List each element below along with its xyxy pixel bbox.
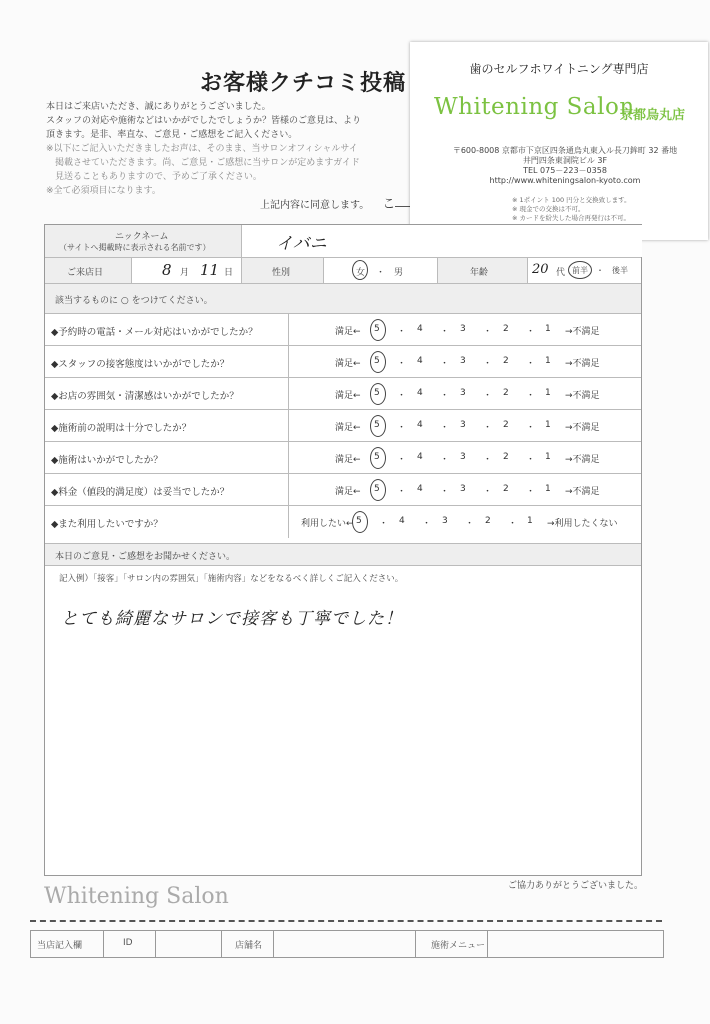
card-heading: 歯のセルフホワイトニング専門店 [469, 62, 649, 76]
selected-rating-circle [370, 479, 386, 501]
question-text: ◆予約時の電話・メール対応はいかがでしたか？ [51, 327, 258, 338]
address-line: 〒600-8008 京都市下京区四条通烏丸東入ル長刀鉾町 32 番地 [452, 146, 678, 155]
scale-dot: ・ [397, 391, 407, 401]
instruction-text: 該当するものに ○ をつけてください。 [55, 296, 213, 306]
scale-dot: ・ [483, 327, 493, 337]
scale-dot: ・ [440, 391, 450, 401]
visit-month: 8 [162, 261, 172, 279]
scale-value: 3 [460, 420, 466, 430]
scale-dot: ・ [508, 519, 518, 529]
card-logo: Whitening Salon [434, 94, 635, 120]
rating-scale[interactable] [288, 314, 642, 346]
scale-value: 5 [374, 324, 380, 334]
scale-left-label: 満足← [335, 455, 361, 465]
age-value: 20 [532, 262, 549, 277]
visit-row [45, 257, 641, 284]
scale-dot: ・ [483, 391, 493, 401]
office-id-cell [103, 931, 104, 957]
comment-heading: 本日のご意見・ご感想をお聞かせください。 [55, 552, 236, 562]
comment-text: とても綺麗なサロンで接客も丁寧でした！ [61, 609, 403, 629]
question-row [45, 505, 641, 538]
scale-left-label: 満足← [335, 423, 361, 433]
age-first: 前半 [572, 266, 588, 275]
scale-dot: ・ [526, 487, 536, 497]
nickname-row [45, 225, 641, 257]
gender-label: 性別 [272, 268, 291, 278]
scale-dot: ・ [526, 359, 536, 369]
cut-line [30, 920, 662, 922]
question-row [45, 345, 641, 378]
comment-example: 記入例）「接客」「サロン内の雰囲気」「施術内容」などをなるべく詳しくご記入ください。 [59, 574, 404, 584]
age-field[interactable] [527, 258, 642, 284]
scale-right-label: →不満足 [565, 327, 600, 337]
scale-right-label: →不満足 [565, 391, 600, 401]
scale-value: 4 [417, 356, 423, 366]
scale-left-label: 満足← [335, 359, 361, 369]
thanks-text: ご協力ありがとうございました。 [508, 881, 644, 891]
selected-rating-circle [370, 383, 386, 405]
scale-value: 5 [374, 356, 380, 366]
question-row [45, 377, 641, 410]
rating-scale[interactable] [288, 506, 642, 538]
scale-dot: ・ [440, 359, 450, 369]
scale-dot: ・ [440, 327, 450, 337]
agree-mark: こ [382, 197, 396, 212]
selected-rating-circle [370, 447, 386, 469]
comment-area[interactable] [45, 565, 641, 876]
survey-form [44, 224, 642, 876]
scale-dot: ・ [440, 487, 450, 497]
visit-date-field[interactable] [131, 258, 242, 284]
gender-label-cell [241, 258, 324, 284]
agree-text: 上記内容に同意します。 [260, 200, 370, 211]
scale-value: 1 [545, 356, 551, 366]
scale-left-label: 満足← [335, 391, 361, 401]
scale-left-label: 満足← [335, 487, 361, 497]
scale-value: 5 [356, 516, 362, 526]
scale-value: 4 [417, 420, 423, 430]
question-text: ◆施術はいかがでしたか？ [51, 455, 163, 466]
nickname-value: イバニ [276, 234, 327, 254]
scale-value: 2 [503, 324, 509, 334]
scale-value: 1 [545, 388, 551, 398]
scale-value: 2 [485, 516, 491, 526]
gender-male: ・ 男 [376, 268, 404, 278]
card-note: ※ 現金での交換は不可。 [512, 205, 585, 213]
office-menu-label: 施術メニュー [431, 941, 486, 951]
age-circle [568, 261, 592, 279]
address-line: TEL 075－223－0358 [523, 166, 607, 175]
scale-value: 3 [460, 484, 466, 494]
intro-line: ※全て必須項目になります。 [46, 186, 161, 196]
scale-value: 4 [417, 324, 423, 334]
scale-left-label: 利用したい← [301, 519, 354, 529]
selected-rating-circle [370, 415, 386, 437]
scale-value: 1 [545, 324, 551, 334]
scale-dot: ・ [397, 423, 407, 433]
office-use-box [30, 930, 664, 958]
day-unit: 日 [224, 268, 234, 278]
scale-value: 4 [417, 452, 423, 462]
scale-value: 4 [399, 516, 405, 526]
question-row [45, 313, 641, 346]
instruction-row [45, 283, 641, 314]
age-second: ・ 後半 [596, 266, 628, 275]
scale-right-label: →不満足 [565, 455, 600, 465]
question-text: ◆また利用したいですか？ [51, 519, 163, 530]
scale-dot: ・ [465, 519, 475, 529]
visit-label: ご来店日 [67, 268, 104, 278]
scale-dot: ・ [526, 391, 536, 401]
scale-value: 3 [442, 516, 448, 526]
scale-value: 1 [545, 484, 551, 494]
scale-value: 2 [503, 388, 509, 398]
scale-left-label: 満足← [335, 327, 361, 337]
gender-female: 女 [356, 268, 366, 278]
visit-day: 11 [200, 261, 220, 279]
scale-dot: ・ [526, 423, 536, 433]
month-unit: 月 [180, 268, 190, 278]
scale-right-label: →利用したくない [547, 519, 618, 529]
office-menu-field[interactable] [487, 931, 488, 957]
scale-value: 2 [503, 452, 509, 462]
selected-rating-circle [370, 319, 386, 341]
question-text: ◆料金（値段的満足度）は妥当でしたか？ [51, 487, 230, 498]
scale-value: 2 [503, 356, 509, 366]
intro-line: 見送ることもありますので、予めご了承ください。 [46, 172, 262, 182]
address-line: 井門四条東洞院ビル 3F [522, 156, 608, 165]
question-row [45, 441, 641, 474]
scale-dot: ・ [422, 519, 432, 529]
scale-dot: ・ [397, 455, 407, 465]
office-id-label: ID [123, 938, 133, 948]
scale-dot: ・ [440, 423, 450, 433]
scale-value: 1 [527, 516, 533, 526]
scale-dot: ・ [397, 359, 407, 369]
card-notes [512, 196, 631, 223]
scale-value: 1 [545, 420, 551, 430]
card-address [430, 146, 700, 186]
rating-scale[interactable] [288, 378, 642, 410]
footer-logo: Whitening Salon [44, 884, 229, 909]
scale-dot: ・ [440, 455, 450, 465]
age-label-cell [437, 258, 528, 284]
scale-dot: ・ [526, 327, 536, 337]
scale-dot: ・ [397, 487, 407, 497]
office-store-label: 店舗名 [235, 941, 263, 951]
office-menu-cell [415, 931, 416, 957]
scale-value: 3 [460, 452, 466, 462]
rating-scale[interactable] [288, 474, 642, 506]
question-text: ◆施術前の説明は十分でしたか？ [51, 423, 192, 434]
scale-dot: ・ [483, 455, 493, 465]
office-id-field[interactable] [155, 931, 156, 957]
rating-scale[interactable] [288, 346, 642, 378]
intro-text [46, 100, 426, 198]
office-store-cell [221, 931, 222, 957]
question-row [45, 409, 641, 442]
scale-value: 1 [545, 452, 551, 462]
scale-right-label: →不満足 [565, 487, 600, 497]
scale-value: 5 [374, 452, 380, 462]
scale-value: 2 [503, 484, 509, 494]
office-staff-label: 当店記入欄 [37, 941, 83, 951]
scale-value: 5 [374, 420, 380, 430]
selected-rating-circle [352, 511, 368, 533]
scale-value: 3 [460, 388, 466, 398]
scale-value: 2 [503, 420, 509, 430]
scale-value: 5 [374, 484, 380, 494]
scale-value: 4 [417, 484, 423, 494]
nickname-field[interactable] [241, 225, 642, 257]
scale-dot: ・ [483, 423, 493, 433]
scale-value: 4 [417, 388, 423, 398]
rating-scale[interactable] [288, 410, 642, 442]
scale-value: 5 [374, 388, 380, 398]
age-label: 年齢 [470, 268, 489, 278]
scale-right-label: →不満足 [565, 423, 600, 433]
rating-scale[interactable] [288, 442, 642, 474]
visit-label-cell [45, 258, 131, 284]
question-text: ◆お店の雰囲気・清潔感はいかがでしたか？ [51, 391, 239, 402]
nickname-sub: （サイトへ掲載時に表示される名前です） [59, 243, 211, 252]
office-store-field[interactable] [273, 931, 274, 957]
age-unit: 代 [556, 268, 566, 278]
scale-dot: ・ [379, 519, 389, 529]
intro-line: ※以下にご記入いただきましたお声は、そのまま、当サロンオフィシャルサイ [46, 144, 358, 154]
scale-value: 3 [460, 356, 466, 366]
scale-dot: ・ [483, 487, 493, 497]
scale-value: 3 [460, 324, 466, 334]
card-branch: 京都烏丸店 [620, 108, 686, 123]
question-text: ◆スタッフの接客態度はいかがでしたか？ [51, 359, 230, 370]
gender-circle [352, 260, 368, 280]
card-note: ※ カードを紛失した場合再発行は不可。 [512, 214, 631, 222]
intro-line: スタッフの対応や施術などはいかがでしたでしょうか？皆様のご意見は、より [46, 116, 362, 126]
scale-dot: ・ [526, 455, 536, 465]
question-row [45, 473, 641, 506]
gender-field[interactable] [323, 258, 438, 284]
card-note: ※ 1ポイント 100 円分と交換致します。 [512, 196, 631, 204]
selected-rating-circle [370, 351, 386, 373]
scale-dot: ・ [397, 327, 407, 337]
scale-right-label: →不満足 [565, 359, 600, 369]
nickname-label: ニックネーム [115, 232, 169, 242]
intro-line: 頂きます。是非、率直な、ご意見・ご感想をご記入ください。 [46, 130, 298, 140]
shop-card [410, 42, 708, 240]
intro-line: 本日はご来店いただき、誠にありがとうございました。 [46, 102, 271, 112]
intro-line: 掲載させていただきます。尚、ご意見・ご感想に当サロンが定めますガイド [46, 158, 360, 168]
scale-dot: ・ [483, 359, 493, 369]
agree-statement [260, 193, 395, 212]
form-title: お客様クチコミ投稿 [200, 71, 407, 96]
comment-heading-row [45, 543, 641, 566]
address-line: http://www.whiteningsalon-kyoto.com [489, 176, 641, 185]
